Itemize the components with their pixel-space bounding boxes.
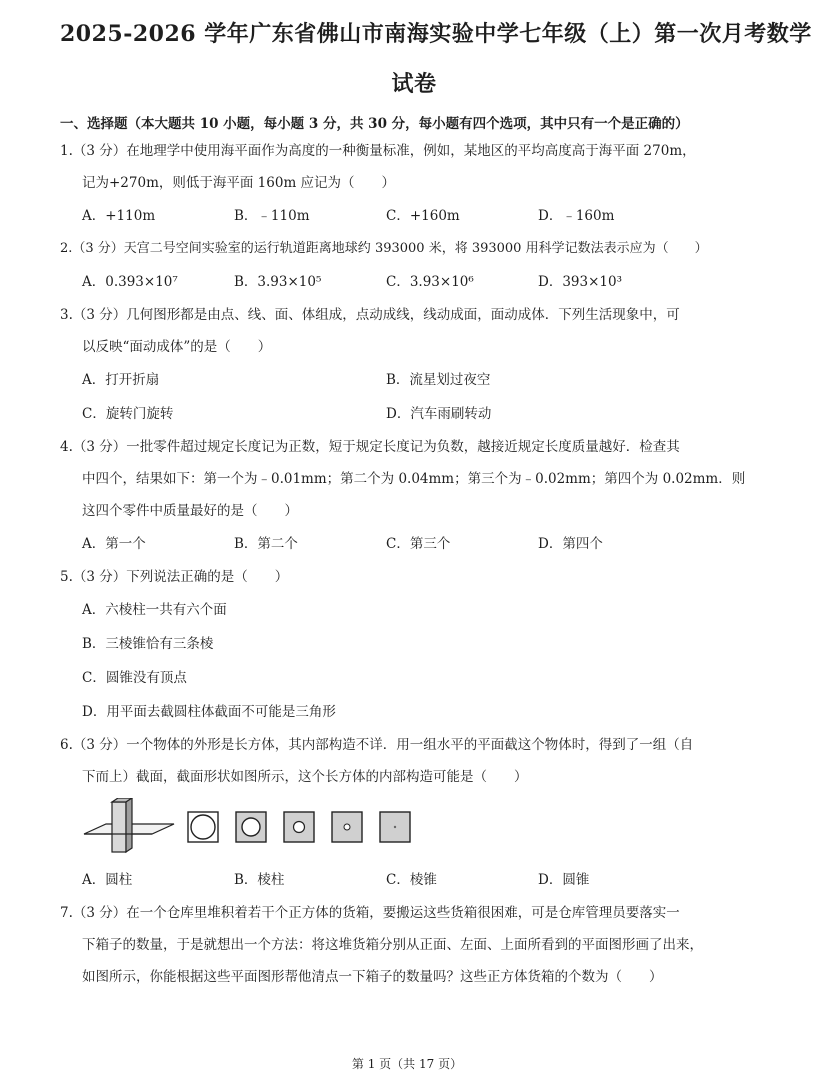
question-4-line1: 4.（3 分）一批零件超过规定长度记为正数，短于规定长度记为负数，越接近规定长度质量越好．检查其 bbox=[60, 439, 680, 455]
question-7-line2: 下箱子的数量，于是就想出一个方法：将这堆货箱分别从正面、左面、上面所看到的平面图形画了出来， bbox=[82, 937, 703, 953]
question-1-option-b: B．﹣110m bbox=[234, 208, 310, 224]
question-4-options bbox=[60, 527, 768, 561]
section-heading: 一、选择题（本大题共 10 小题，每小题 3 分，共 30 分，每小题有四个选项，其中只有一个是正确的） bbox=[60, 116, 689, 132]
cross-section-4 bbox=[332, 812, 362, 842]
question-7 bbox=[60, 897, 768, 993]
question-1-line1: 1.（3 分）在地理学中使用海平面作为高度的一种衡量标准，例如，某地区的平均高度高于海平面 270m， bbox=[60, 143, 696, 159]
question-2-line1: 2.（3 分）天宫二号空间实验室的运行轨道距离地球约 393000 米，将 393000 用科学记数法表示应为（ ） bbox=[60, 241, 708, 256]
cross-section-5 bbox=[380, 812, 410, 842]
question-1 bbox=[60, 135, 768, 199]
question-6-options bbox=[60, 863, 768, 897]
cross-section-figure bbox=[82, 798, 422, 858]
question-3-option-a: A．打开折扇 bbox=[82, 372, 160, 388]
cross-section-1 bbox=[188, 812, 218, 842]
question-6-option-a: A．圆柱 bbox=[82, 872, 133, 888]
question-4-option-a: A．第一个 bbox=[82, 536, 146, 552]
question-3-option-c: C．旋转门旋转 bbox=[82, 406, 174, 422]
question-1-option-a: A．+110m bbox=[82, 208, 156, 224]
exam-title-line1: 2025-2026 学年广东省佛山市南海实验中学七年级（上）第一次月考数学 bbox=[60, 21, 812, 47]
question-2-option-c: C．3.93×10⁶ bbox=[386, 274, 474, 290]
question-1-options bbox=[60, 199, 768, 233]
question-3-option-b: B．流星划过夜空 bbox=[386, 372, 491, 388]
question-5 bbox=[60, 561, 768, 593]
question-3-options-row2 bbox=[60, 397, 768, 431]
question-4-option-c: C．第三个 bbox=[386, 536, 451, 552]
question-5-option-a: A．六棱柱一共有六个面 bbox=[82, 602, 227, 618]
plane-cutting-box-illustration bbox=[84, 798, 174, 852]
cross-section-3 bbox=[284, 812, 314, 842]
question-6-option-b: B．棱柱 bbox=[234, 872, 285, 888]
question-5-line1: 5.（3 分）下列说法正确的是（ ） bbox=[60, 569, 289, 585]
question-5-option-d: D．用平面去截圆柱体截面不可能是三角形 bbox=[82, 704, 336, 720]
question-6 bbox=[60, 729, 768, 793]
question-3 bbox=[60, 299, 768, 363]
question-1-line2: 记为+270m，则低于海平面 160m 应记为（ ） bbox=[82, 175, 396, 191]
cross-section-2 bbox=[236, 812, 266, 842]
question-2-options bbox=[60, 265, 768, 299]
question-6-option-c: C．棱锥 bbox=[386, 872, 437, 888]
question-6-line1: 6.（3 分）一个物体的外形是长方体，其内部构造不详．用一组水平的平面截这个物体时，得到了一组（自 bbox=[60, 737, 694, 753]
question-4-line2: 中四个，结果如下：第一个为﹣0.01mm；第二个为 0.04mm；第三个为﹣0.02mm；第四个为 0.02mm．则 bbox=[82, 471, 746, 487]
question-2-option-d: D．393×10³ bbox=[538, 274, 622, 290]
question-6-figure bbox=[60, 797, 768, 859]
question-6-line2: 下而上）截面，截面形状如图所示，这个长方体的内部构造可能是（ ） bbox=[82, 769, 528, 785]
question-7-line1: 7.（3 分）在一个仓库里堆积着若干个正方体的货箱，要搬运这些货箱很困难，可是仓库管理员要落实一 bbox=[60, 905, 680, 921]
question-3-line1: 3.（3 分）几何图形都是由点、线、面、体组成，点动成线，线动成面，面动成体．下列生活现象中，可 bbox=[60, 307, 680, 323]
exam-title-line2: 试卷 bbox=[391, 71, 437, 97]
question-4-option-d: D．第四个 bbox=[538, 536, 603, 552]
question-4-line3: 这四个零件中质量最好的是（ ） bbox=[82, 503, 298, 519]
question-4-option-b: B．第二个 bbox=[234, 536, 298, 552]
question-5-option-c: C．圆锥没有顶点 bbox=[82, 670, 187, 686]
question-2 bbox=[60, 233, 768, 265]
question-6-option-d: D．圆锥 bbox=[538, 872, 590, 888]
exam-title bbox=[60, 0, 812, 100]
question-3-line2: 以反映“面动成体”的是（ ） bbox=[82, 339, 272, 355]
question-2-option-b: B．3.93×10⁵ bbox=[234, 274, 322, 290]
page-footer: 第 1 页（共 17 页） bbox=[351, 1057, 463, 1071]
question-3-option-d: D．汽车雨刷转动 bbox=[386, 406, 492, 422]
question-3-options-row1 bbox=[60, 363, 768, 397]
question-1-option-c: C．+160m bbox=[386, 208, 460, 224]
question-7-line3: 如图所示，你能根据这些平面图形帮他清点一下箱子的数量吗？这些正方体货箱的个数为（ ） bbox=[82, 969, 663, 985]
question-2-option-a: A．0.393×10⁷ bbox=[82, 274, 178, 290]
question-4 bbox=[60, 431, 768, 527]
question-5-option-b: B．三棱锥恰有三条棱 bbox=[82, 636, 214, 652]
question-1-option-d: D．﹣160m bbox=[538, 208, 615, 224]
